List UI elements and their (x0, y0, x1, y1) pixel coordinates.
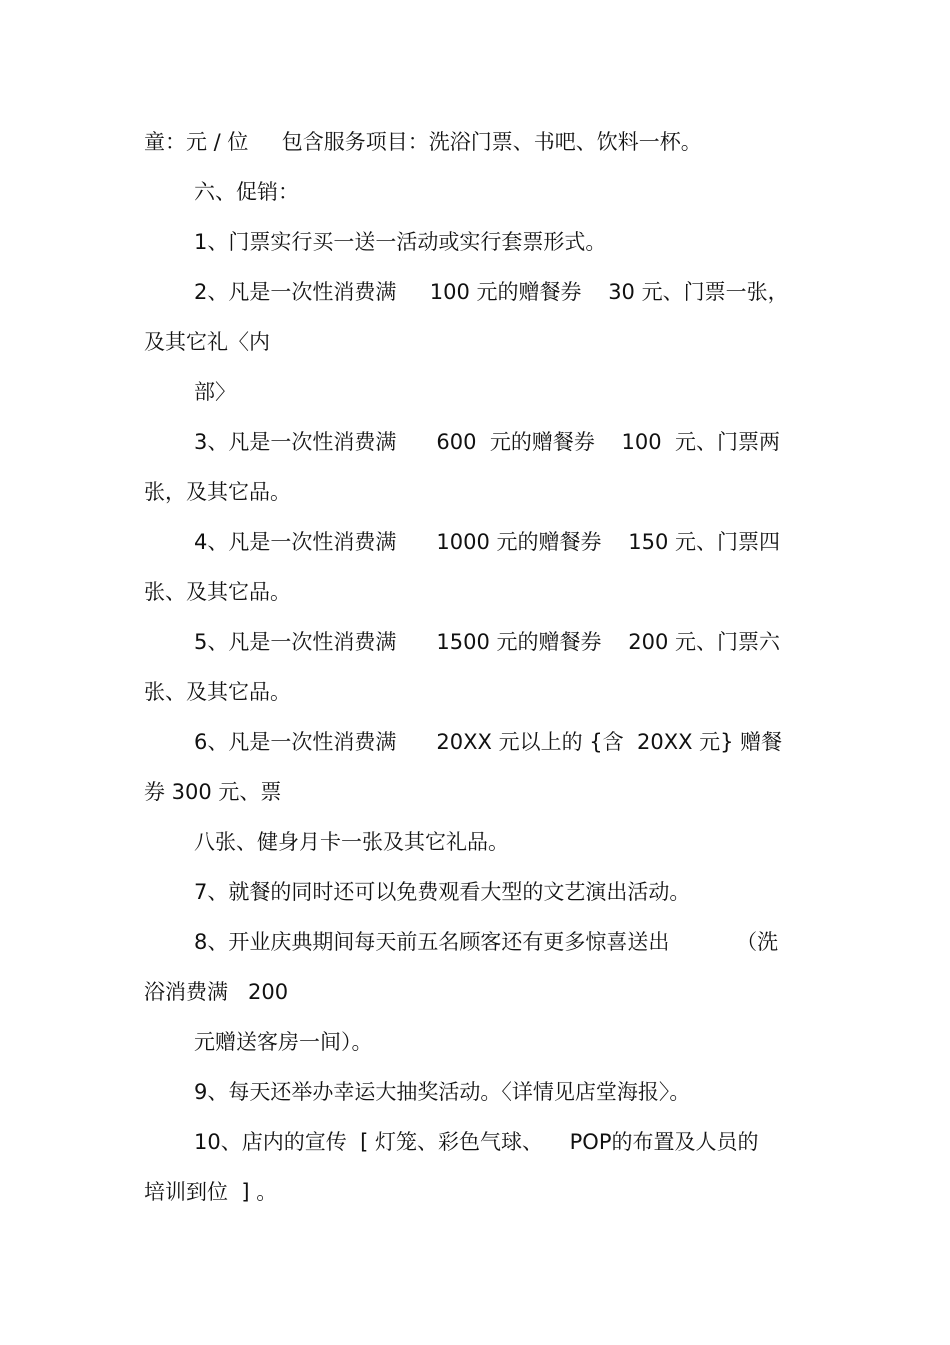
promo-item-6-cont2: 八张、健身月卡一张及其它礼品。 (194, 830, 509, 854)
promo-item-10-cont: 培训到位 ] 。 (144, 1180, 278, 1204)
promo-item-8-cont2: 元赠送客房一间）。 (194, 1030, 373, 1054)
promo-item-4: 4、凡是一次性消费满 1000 元的赠餐券 150 元、门票四 (194, 530, 780, 554)
promo-item-8-cont: 浴消费满 200 (144, 980, 289, 1004)
promo-item-5: 5、凡是一次性消费满 1500 元的赠餐券 200 元、门票六 (194, 630, 780, 654)
promo-item-8: 8、开业庆典期间每天前五名顾客还有更多惊喜送出 （洗 (194, 930, 779, 954)
promo-item-10: 10、店内的宣传 [ 灯笼、彩色气球、 POP的布置及人员的 (194, 1130, 759, 1154)
promo-item-9: 9、每天还举办幸运大抽奖活动。〈详情见店堂海报〉。 (194, 1080, 691, 1104)
promo-item-7: 7、就餐的同时还可以免费观看大型的文艺演出活动。 (194, 880, 691, 904)
promo-item-2: 2、凡是一次性消费满 100 元的赠餐券 30 元、门票一张， (194, 280, 789, 304)
promo-item-1: 1、门票实行买一送一活动或实行套票形式。 (194, 230, 607, 254)
promo-item-2-cont: 及其它礼〈内 (144, 330, 270, 354)
promo-item-6: 6、凡是一次性消费满 20XX 元以上的 {含 20XX 元} 赠餐 (194, 730, 783, 754)
promo-item-3-cont: 张，及其它品。 (144, 480, 291, 504)
promo-item-3: 3、凡是一次性消费满 600 元的赠餐券 100 元、门票两 (194, 430, 780, 454)
promo-item-5-cont: 张、及其它品。 (144, 680, 291, 704)
promo-item-2-cont2: 部〉 (194, 380, 236, 404)
promo-item-6-cont: 券 300 元、票 (144, 780, 282, 804)
promo-item-4-cont: 张、及其它品。 (144, 580, 291, 604)
text-line-1: 童：元 / 位 包含服务项目：洗浴门票、书吧、饮料一杯。 (144, 130, 702, 154)
section-heading-promotion: 六、促销： (194, 180, 299, 204)
